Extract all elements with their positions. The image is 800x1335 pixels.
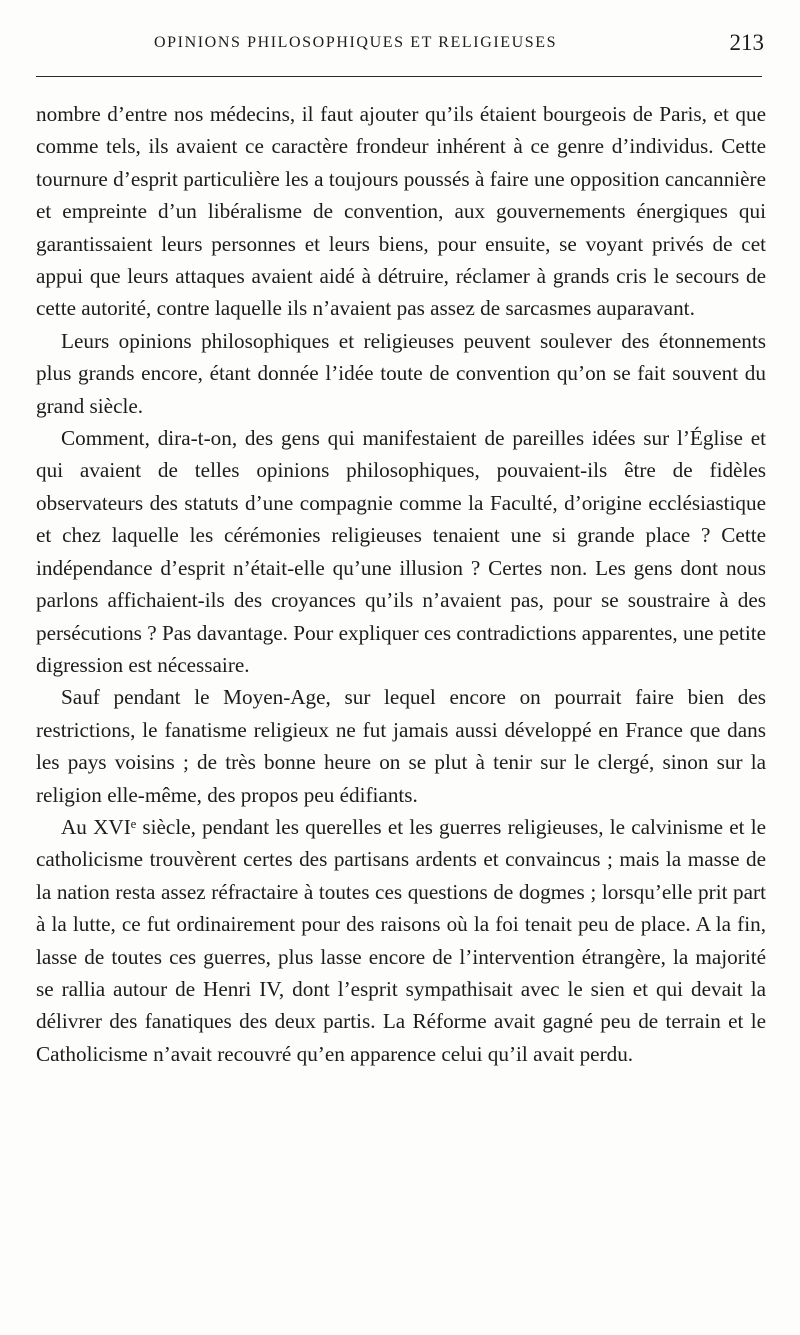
running-head [34,30,764,64]
header-rule [36,76,762,77]
paragraph-4: Sauf pendant le Moyen-Age, sur lequel encore on pourrait faire bien des restrictions, le fanatisme religieux ne fut jamais aussi développé en France que dans les pays voisins ; de très bonne heure on se plut à tenir sur le clergé, sinon sur la religion elle-même, des propos peu édifiants. [36,685,766,807]
paragraph-3: Comment, dira-t-on, des gens qui manifestaient de pareilles idées sur l’Église et qui avaient de telles opinions philosophiques, pouvaient-ils être de fidèles observateurs des statuts d’une compagnie comme la Faculté, d’origine ecclésiastique et chez laquelle les cérémonies religieuses tenaient une si grande place ? Cette indépendance d’esprit n’était-elle qu’une illusion ? Certes non. Les gens dont nous parlons affichaient-ils des croyances qu’ils n’avaient pas, pour se soustraire à des persécutions ? Pas davantage. Pour expliquer ces contradictions apparentes, une petite digression est nécessaire. [36,426,766,677]
page-number: 213 [729,30,764,55]
paragraph-1: nombre d’entre nos médecins, il faut ajouter qu’ils étaient bourgeois de Paris, et que comme tels, ils avaient ce caractère frondeur inhérent à ce genre d’individus. Cette tournure d’esprit particulière les a toujours poussés à faire une opposition cancannière et empreinte d’un libéralisme de convention, aux gouvernements énergiques qui garantissaient leurs personnes et leurs biens, pour ensuite, se voyant privés de cet appui que leurs attaques avaient aidé à détruire, réclamer à grands cris le secours de cette autorité, contre laquelle ils n’avaient pas assez de sarcasmes auparavant. [36,102,766,321]
paragraph-5: Au XVIᵉ siècle, pendant les querelles et les guerres religieuses, le calvinisme et le catholicisme trouvèrent certes des partisans ardents et convaincus ; mais la masse de la nation resta assez réfractaire à toutes ces questions de dogmes ; lorsqu’elle prit part à la lutte, ce fut ordinairement pour des raisons où la foi tenait peu de place. A la fin, lasse de toutes ces guerres, plus lasse encore de l’intervention étrangère, la majorité se rallia autour de Henri IV, dont l’esprit sympathisait avec le sien et qui devait la délivrer des fanatiques des deux partis. La Réforme avait gagné peu de terrain et le Catholicisme n’avait recouvré qu’en apparence celui qu’il avait perdu. [36,814,766,1066]
body-text [36,98,766,1070]
paragraph-2: Leurs opinions philosophiques et religieuses peuvent soulever des étonnements plus grands encore, étant donnée l’idée toute de convention qu’on se fait souvent du grand siècle. [36,328,766,418]
running-title: OPINIONS PHILOSOPHIQUES ET RELIGIEUSES [154,34,558,51]
